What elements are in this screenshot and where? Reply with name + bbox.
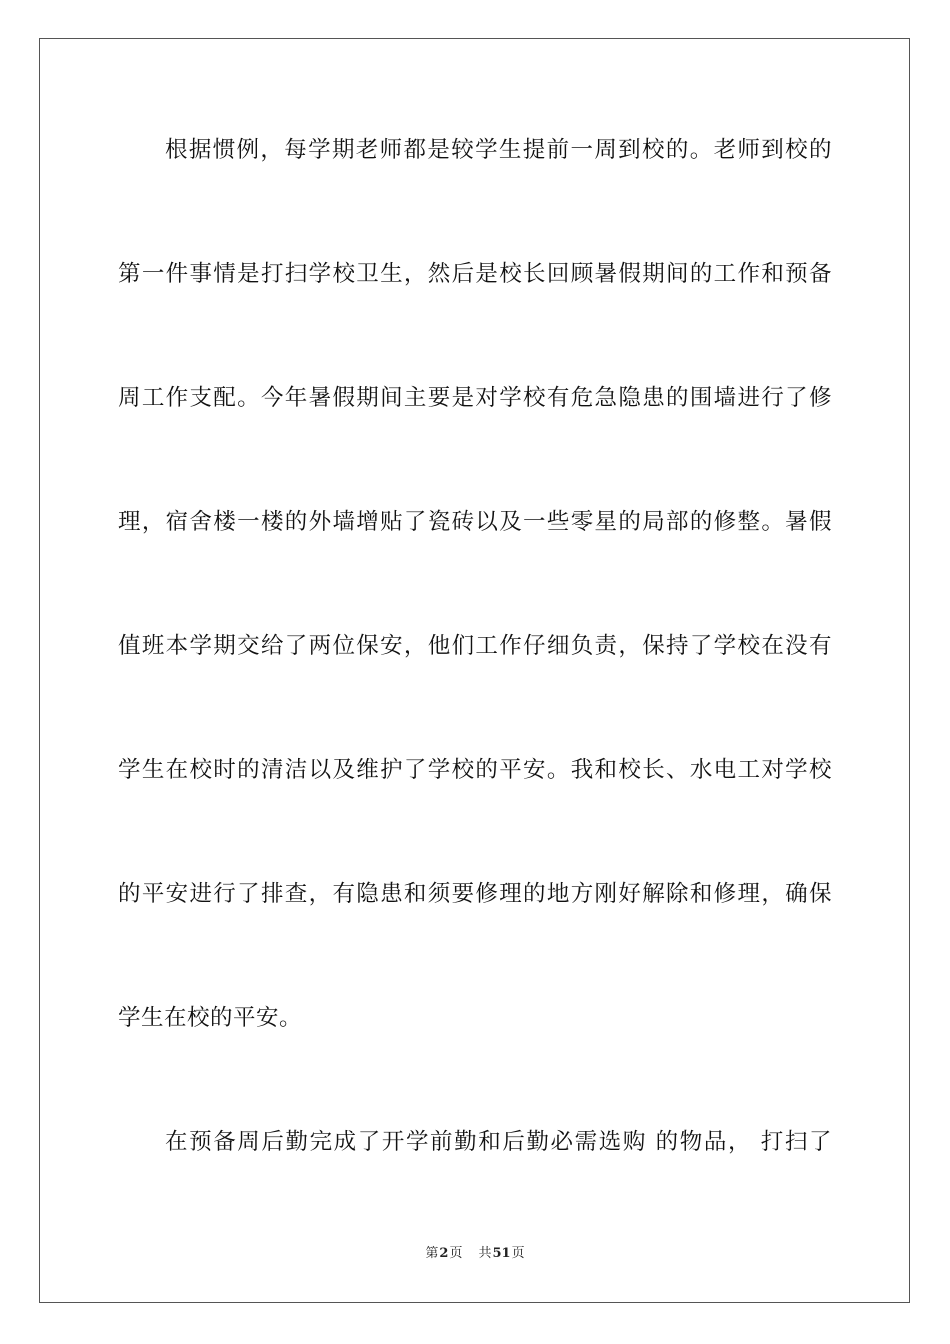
paragraph-line-7: 的平安进行了排查，有隐患和须要修理的地方刚好解除和修理，确保 [118,881,832,907]
paragraph-line-2: 第一件事情是打扫学校卫生，然后是校长回顾暑假期间的工作和预备 [118,261,832,287]
page-border [39,38,910,1303]
page-prefix: 第 [425,1246,439,1261]
page-number: 2 [439,1246,449,1261]
paragraph-line-4: 理，宿舍楼一楼的外墙增贴了瓷砖以及一些零星的局部的修整。暑假 [118,509,832,535]
paragraph-line-3: 周工作支配。今年暑假期间主要是对学校有危急隐患的围墙进行了修 [118,385,832,411]
paragraph-line-6: 学生在校时的清洁以及维护了学校的平安。我和校长、水电工对学校 [118,757,832,783]
total-prefix: 共 [478,1246,492,1261]
paragraph-line-9: 在预备周后勤完成了开学前勤和后勤必需选购 的物品， 打扫了 [165,1129,832,1155]
paragraph-line-8: 学生在校的平安。 [118,1005,303,1031]
page-suffix: 页 [449,1246,463,1261]
paragraph-line-1: 根据惯例，每学期老师都是较学生提前一周到校的。老师到校的 [165,137,832,163]
total-pages: 51 [492,1246,511,1261]
paragraph-line-5: 值班本学期交给了两位保安，他们工作仔细负责，保持了学校在没有 [118,633,832,659]
total-suffix: 页 [511,1246,525,1261]
page-footer [0,1244,950,1264]
